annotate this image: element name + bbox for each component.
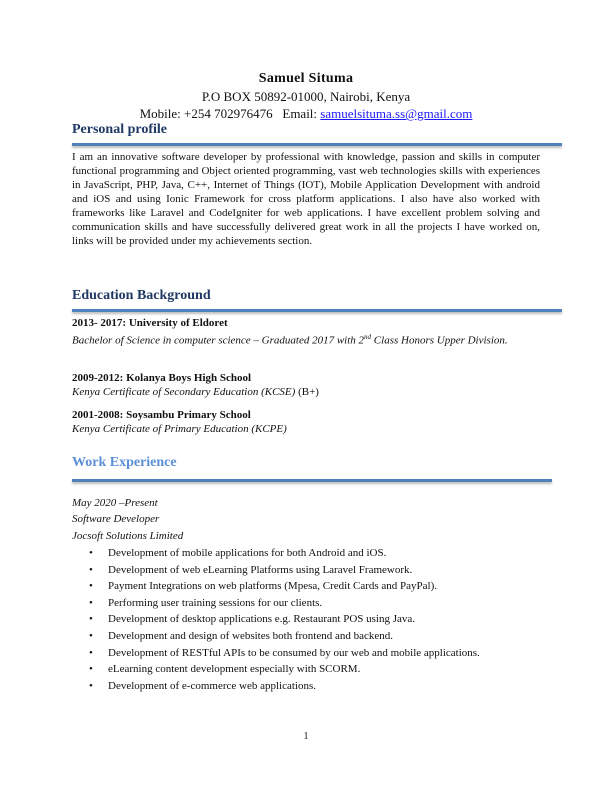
profile-text: I am an innovative software developer by professional with knowledge, passion and skills in computer functional programming and Object oriented programming, vast web technologies skills with experiences in JavaScript, PHP, Java, C++, Internet of Things (IOT), Mobile Application Development with android and iOS and using Ionic Framework for cross platform applications. I also have also worked with frameworks like Laravel and CodeIgniter for web applications. I have excellent problem solving and communication skills and have successfully delivered great work in all the projects I have worked on, links will be provided under my achievements section. <box>72 151 540 247</box>
candidate-name: Samuel Situma <box>258 71 354 86</box>
email-label: Email: <box>282 106 318 121</box>
page-number: 1 <box>303 731 309 742</box>
duty-item: • Payment Integrations on web platforms (Mpesa, Credit Cards and PayPal). <box>108 578 568 595</box>
mobile: Mobile: +254 702976476 <box>139 106 273 121</box>
education-entry <box>72 371 540 399</box>
job-period: May 2020 –Present <box>72 497 158 509</box>
section-rule <box>72 479 552 482</box>
entry-heading: 2001-2008: Soysambu Primary School <box>72 409 251 421</box>
address: P.O BOX 50892-01000, Nairobi, Kenya <box>201 89 411 104</box>
entry-heading: 2013- 2017: University of Eldoret <box>72 317 228 329</box>
email-link[interactable]: samuelsituma.ss@gmail.com <box>320 106 473 121</box>
section-heading-profile: Personal profile <box>72 122 168 137</box>
job-duties <box>72 545 568 694</box>
education-entry <box>72 316 540 348</box>
section-heading-work: Work Experience <box>72 455 177 470</box>
entry-grade: (B+) <box>295 386 319 398</box>
section-heading-education: Education Background <box>72 288 211 303</box>
duty-item: • Development and design of websites both frontend and backend. <box>108 628 568 645</box>
duty-item: • Development of mobile applications for both Android and iOS. <box>108 545 568 562</box>
entry-detail: Kenya Certificate of Secondary Education (KCSE) <box>72 386 296 398</box>
entry-detail: Kenya Certificate of Primary Education (KCPE) <box>72 423 287 435</box>
duty-item: • Development of e-commerce web applications. <box>108 678 568 695</box>
duty-item: • Performing user training sessions for our clients. <box>108 595 568 612</box>
entry-detail: Bachelor of Science in computer science – Graduated 2017 with 2nd Class Honors Upper Division. <box>72 333 508 347</box>
job-info <box>72 495 183 544</box>
duty-item: • Development of RESTful APIs to be consumed by our web and mobile applications. <box>108 645 568 662</box>
job-company: Jocsoft Solutions Limited <box>72 529 184 542</box>
education-entry <box>72 408 540 436</box>
job-role: Software Developer <box>72 513 160 526</box>
duty-item: • Development of web eLearning Platforms using Laravel Framework. <box>108 562 568 579</box>
section-rule <box>72 309 562 312</box>
entry-heading: 2009-2012: Kolanya Boys High School <box>72 372 252 384</box>
section-rule <box>72 143 562 146</box>
duty-item: • eLearning content development especially with SCORM. <box>108 661 568 678</box>
duty-item: • Development of desktop applications e.g. Restaurant POS using Java. <box>108 611 568 628</box>
contact-line <box>0 106 612 122</box>
